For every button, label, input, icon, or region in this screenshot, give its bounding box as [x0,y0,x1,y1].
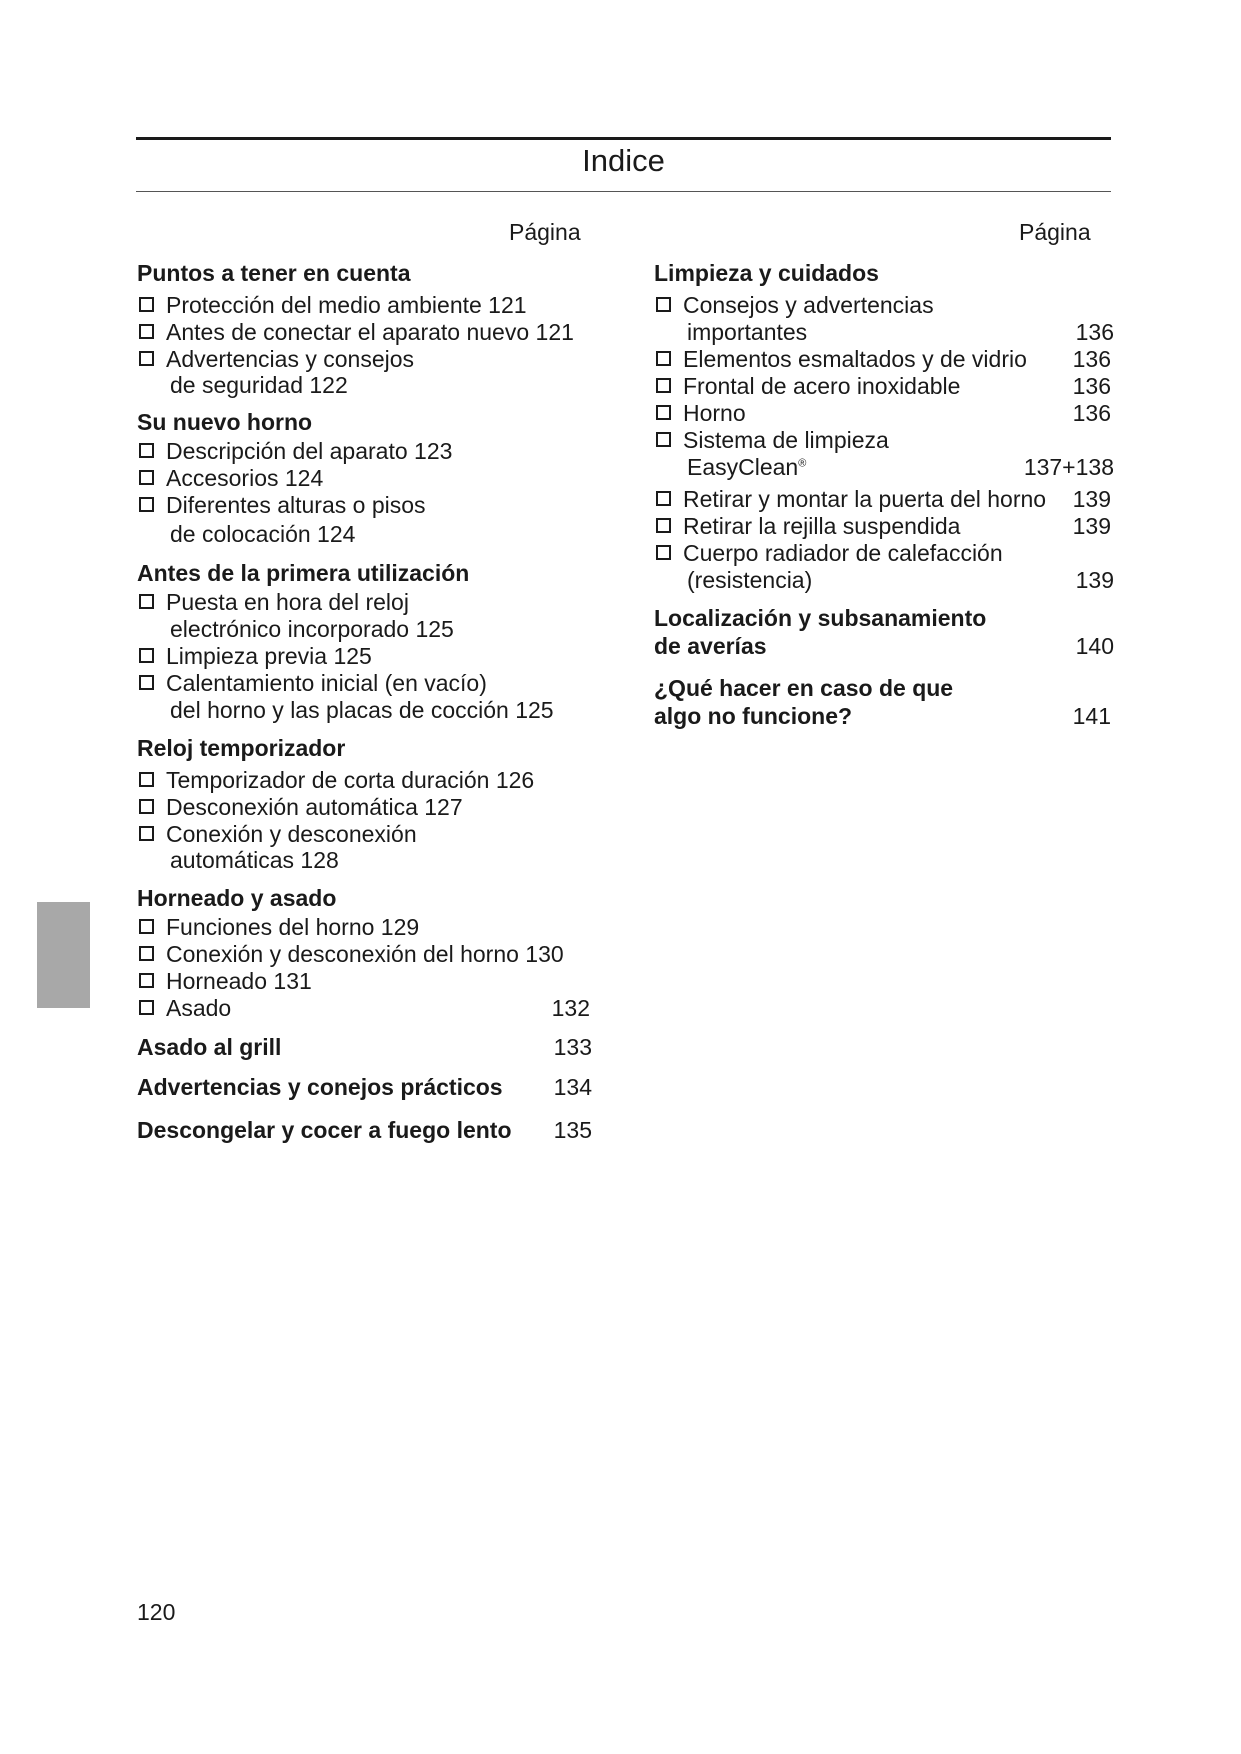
checkbox-bullet-icon [656,545,671,560]
checkbox-bullet-icon [656,297,671,312]
page-ref: 135 [553,1117,592,1143]
checkbox-bullet-icon [656,351,671,366]
toc-entry-continuation[interactable]: de seguridad 122 [170,372,348,398]
toc-section-heading[interactable]: Localización y subsanamiento [654,605,987,631]
checkbox-bullet-icon [656,405,671,420]
toc-section-heading[interactable]: Puntos a tener en cuenta [137,260,411,286]
page-ref: 136 [1072,373,1111,399]
checkbox-bullet-icon [139,297,154,312]
checkbox-bullet-icon [139,324,154,339]
toc-entry[interactable]: Accesorios 124 [137,464,597,492]
checkbox-bullet-icon [139,497,154,512]
page-ref: 139 [1075,567,1114,593]
page-ref: 133 [553,1034,592,1060]
toc-entry[interactable]: Protección del medio ambiente 121 [137,291,597,319]
checkbox-bullet-icon [139,826,154,841]
toc-entry[interactable]: Horneado 131 [137,967,597,995]
toc-entry[interactable]: Desconexión automática 127 [137,793,597,821]
toc-entry-continuation[interactable]: electrónico incorporado 125 [170,616,454,642]
side-tab-marker [37,902,90,1008]
checkbox-bullet-icon [139,675,154,690]
page-ref: 134 [553,1074,592,1100]
page-number: 120 [137,1599,176,1625]
toc-section-heading[interactable]: Su nuevo horno [137,409,313,435]
checkbox-bullet-icon [139,594,154,609]
toc-entry[interactable]: Diferentes alturas o pisos [137,491,597,519]
page-ref: 141 [1072,703,1111,729]
toc-entry[interactable]: Advertencias y consejos [137,345,597,373]
toc-section-heading[interactable]: Limpieza y cuidados [654,260,879,286]
toc-entry[interactable]: Calentamiento inicial (en vacío) [137,669,597,697]
toc-entry-continuation[interactable]: automáticas 128 [170,847,339,873]
toc-entry[interactable]: Retirar y montar la puerta del horno 139 [654,485,1114,513]
toc-section-heading[interactable]: Antes de la primera utilización [137,560,470,586]
checkbox-bullet-icon [656,432,671,447]
checkbox-bullet-icon [139,351,154,366]
checkbox-bullet-icon [139,946,154,961]
checkbox-bullet-icon [139,443,154,458]
pagina-label-left: Página [509,219,581,245]
toc-section-heading[interactable]: algo no funcione? 141 [654,703,1111,729]
page-title: Indice [582,143,665,178]
toc-entry-continuation[interactable]: EasyClean® 137+138 [687,454,1114,480]
toc-entry[interactable]: Horno 136 [654,399,1114,427]
toc-entry-continuation[interactable]: importantes 136 [687,319,1114,345]
toc-entry[interactable]: Sistema de limpieza [654,426,1114,454]
toc-entry[interactable]: Consejos y advertencias [654,291,1114,319]
header-rule-top [136,137,1111,140]
toc-entry[interactable]: Conexión y desconexión [137,820,597,848]
toc-entry[interactable]: Puesta en hora del reloj [137,588,597,616]
checkbox-bullet-icon [139,1000,154,1015]
checkbox-bullet-icon [139,799,154,814]
toc-section-heading[interactable]: Descongelar y cocer a fuego lento 135 [137,1117,592,1143]
toc-entry-continuation[interactable]: del horno y las placas de cocción 125 [170,697,554,723]
toc-entry[interactable]: Elementos esmaltados y de vidrio 136 [654,345,1114,373]
toc-entry[interactable]: Limpieza previa 125 [137,642,597,670]
registered-mark: ® [798,457,807,470]
checkbox-bullet-icon [139,919,154,934]
checkbox-bullet-icon [139,772,154,787]
checkbox-bullet-icon [139,973,154,988]
page-ref: 139 [1072,513,1111,539]
toc-entry[interactable]: Retirar la rejilla suspendida 139 [654,512,1114,540]
checkbox-bullet-icon [656,491,671,506]
toc-section-heading[interactable]: Reloj temporizador [137,735,346,761]
toc-section-heading[interactable]: Advertencias y conejos prácticos 134 [137,1074,592,1100]
toc-entry[interactable]: Antes de conectar el aparato nuevo 121 [137,318,597,346]
toc-entry-continuation[interactable]: de colocación 124 [170,521,356,547]
toc-entry[interactable]: Funciones del horno 129 [137,913,597,941]
page-ref: 137+138 [1023,454,1114,480]
pagina-label-right: Página [1019,219,1091,245]
toc-section-heading[interactable]: Asado al grill 133 [137,1034,592,1060]
checkbox-bullet-icon [139,648,154,663]
page-ref: 132 [551,995,590,1021]
page-ref: 136 [1072,346,1111,372]
toc-entry[interactable]: Temporizador de corta duración 126 [137,766,597,794]
toc-entry[interactable]: Descripción del aparato 123 [137,437,597,465]
page-ref: 140 [1075,633,1114,659]
toc-entry-continuation[interactable]: (resistencia) 139 [687,567,1114,593]
header-rule-bottom [136,191,1111,192]
toc-entry[interactable]: Asado 132 [137,994,597,1022]
checkbox-bullet-icon [656,518,671,533]
page-ref: 136 [1075,319,1114,345]
page-ref: 136 [1072,400,1111,426]
checkbox-bullet-icon [656,378,671,393]
checkbox-bullet-icon [139,470,154,485]
toc-section-heading[interactable]: de averías 140 [654,633,1114,659]
page-ref: 139 [1072,486,1111,512]
toc-entry[interactable]: Frontal de acero inoxidable 136 [654,372,1114,400]
toc-section-heading[interactable]: ¿Qué hacer en caso de que [654,675,954,701]
toc-entry[interactable]: Conexión y desconexión del horno 130 [137,940,597,968]
toc-section-heading[interactable]: Horneado y asado [137,885,337,911]
toc-entry[interactable]: Cuerpo radiador de calefacción [654,539,1114,567]
